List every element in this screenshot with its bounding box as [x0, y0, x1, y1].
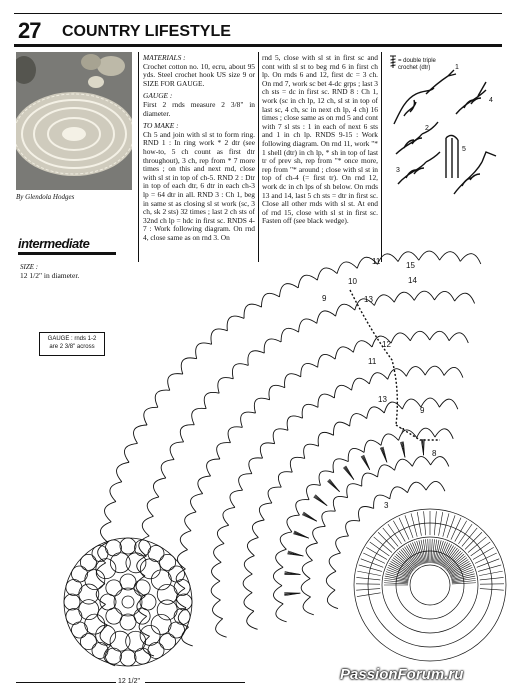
legend-line-2: crochet (dtr) [398, 65, 431, 71]
size-dimension-line [145, 682, 245, 683]
diagram-label: 10 [348, 277, 357, 286]
howto-step-4: 4 [489, 97, 493, 104]
diagram-label: 15 [406, 261, 415, 270]
diagram-label: 3 [384, 501, 389, 510]
doily-photo-image [16, 52, 132, 190]
page-number: 27 [18, 18, 41, 43]
diagram-label: 11 [372, 257, 381, 266]
column-rule [138, 52, 139, 262]
howto-step-1: 1 [455, 64, 459, 71]
diagram-label: 13 [364, 295, 373, 304]
size-dimension-label: 12 1/2" [118, 678, 140, 685]
gauge-text: First 2 rnds measure 2 3/8" in diameter. [143, 99, 255, 118]
diagram-label: 8 [432, 449, 437, 458]
top-rule [14, 13, 502, 14]
gauge-note-line-2: are 2 3/8" across [49, 344, 95, 350]
size-label: SIZE : [20, 263, 39, 271]
howto-step-3: 3 [396, 167, 400, 174]
diagram-label: 14 [408, 276, 417, 285]
size-dimension-line [16, 682, 116, 683]
to-make-text: Ch 5 and join with sl st to form ring. RND 1 : In ring work * 2 dtr (see how-to, 5 ch count as first dtr throughout), 3 ch, rep from * 7 more times ; on this and next rnd, close with sl st in top of ch-5. RND 2 : Dtr in top of each dtr, 6 dtr in each ch-3 lp = 64 dtr in all. RND 3 : Ch 1, beg in same st as closing sl st work (sc, 3 ch, sk 2 sts) 32 times ; last 2 ch sts of 32nd ch lp = hdc in first sc. RNDS 4-7 : Work following diagram. On rnd 4, close same as on rnd 3. On [143, 129, 255, 242]
photo-caption: By Glendola Hodges [16, 193, 75, 201]
column-rule [381, 52, 382, 262]
legend-line-1: = double triple [398, 58, 436, 64]
to-make-heading: TO MAKE : [143, 121, 179, 131]
skill-badge [18, 236, 89, 251]
materials-heading: MATERIALS : [143, 53, 186, 62]
instructions-column-1 [143, 54, 255, 246]
diagram-label: 12 [382, 340, 391, 349]
page-title: COUNTRY LIFESTYLE [62, 23, 231, 40]
diagram-label: 9 [322, 294, 327, 303]
column-rule [258, 52, 259, 262]
crochet-diagram [0, 250, 516, 680]
materials-text: Crochet cotton no. 10, ecru, about 95 yds. Steel crochet hook US size 9 or SIZE FOR GAUGE. [143, 61, 255, 88]
size-value: 12 1/2" in diameter. [20, 271, 80, 280]
skill-badge-label: intermediate [18, 236, 90, 251]
gauge-note-line-1: GAUGE : rnds 1-2 [47, 336, 97, 342]
diagram-label: 13 [378, 395, 387, 404]
doily-photo [16, 52, 132, 190]
diagram-label: 7 [400, 427, 405, 436]
header-rule [14, 44, 502, 47]
gauge-note-box [39, 332, 105, 356]
diagram-label: 9 [420, 406, 425, 415]
gauge-heading: GAUGE : [143, 91, 173, 101]
watermark: PassionForum.ru [340, 666, 464, 683]
howto-step-5: 5 [462, 146, 466, 153]
howto-step-2: 2 [425, 125, 429, 132]
instructions-column-2 [262, 54, 378, 230]
instructions-continued: rnd 5, close with sl st in first sc and cont with sl st to beg rnd 6 in first ch lp. On rnds 6 and 12, first dc = 3 ch. On rnd 7, work sc bet 4-dc grps ; last 3 ch sts = dc in first sc. RND 8 : Ch 1, work (sc in ch lp, 12 ch, sl st in top of last sc, 4 ch, sc in next ch lp, 4 ch) 16 times ; close same as on rnd 5 and cont with 7 sl sts : 1 in each of next 6 sts and 1 in ch lp. RNDS 9-15 : Work following diagram. On rnd 11, work "* 1 shell (dtr) in ch lp, * sh in top of last tr of prev sh, rep from "* once more, rep from "* around ; close with sl st in top of ch-4 (= first tr). On rnd 12, work dc in ch lps of sh below. On rnds 13 and 14, last 5 ch sts = dtr in first sc. Close all other rnds with sl st. At end of rnd 15, close with sl st in first sc. Fasten off (see black wedge). [262, 53, 378, 226]
diagram-label: 11 [368, 357, 377, 366]
howto-illustrations [386, 54, 501, 209]
howto-illustration-image [386, 54, 501, 204]
